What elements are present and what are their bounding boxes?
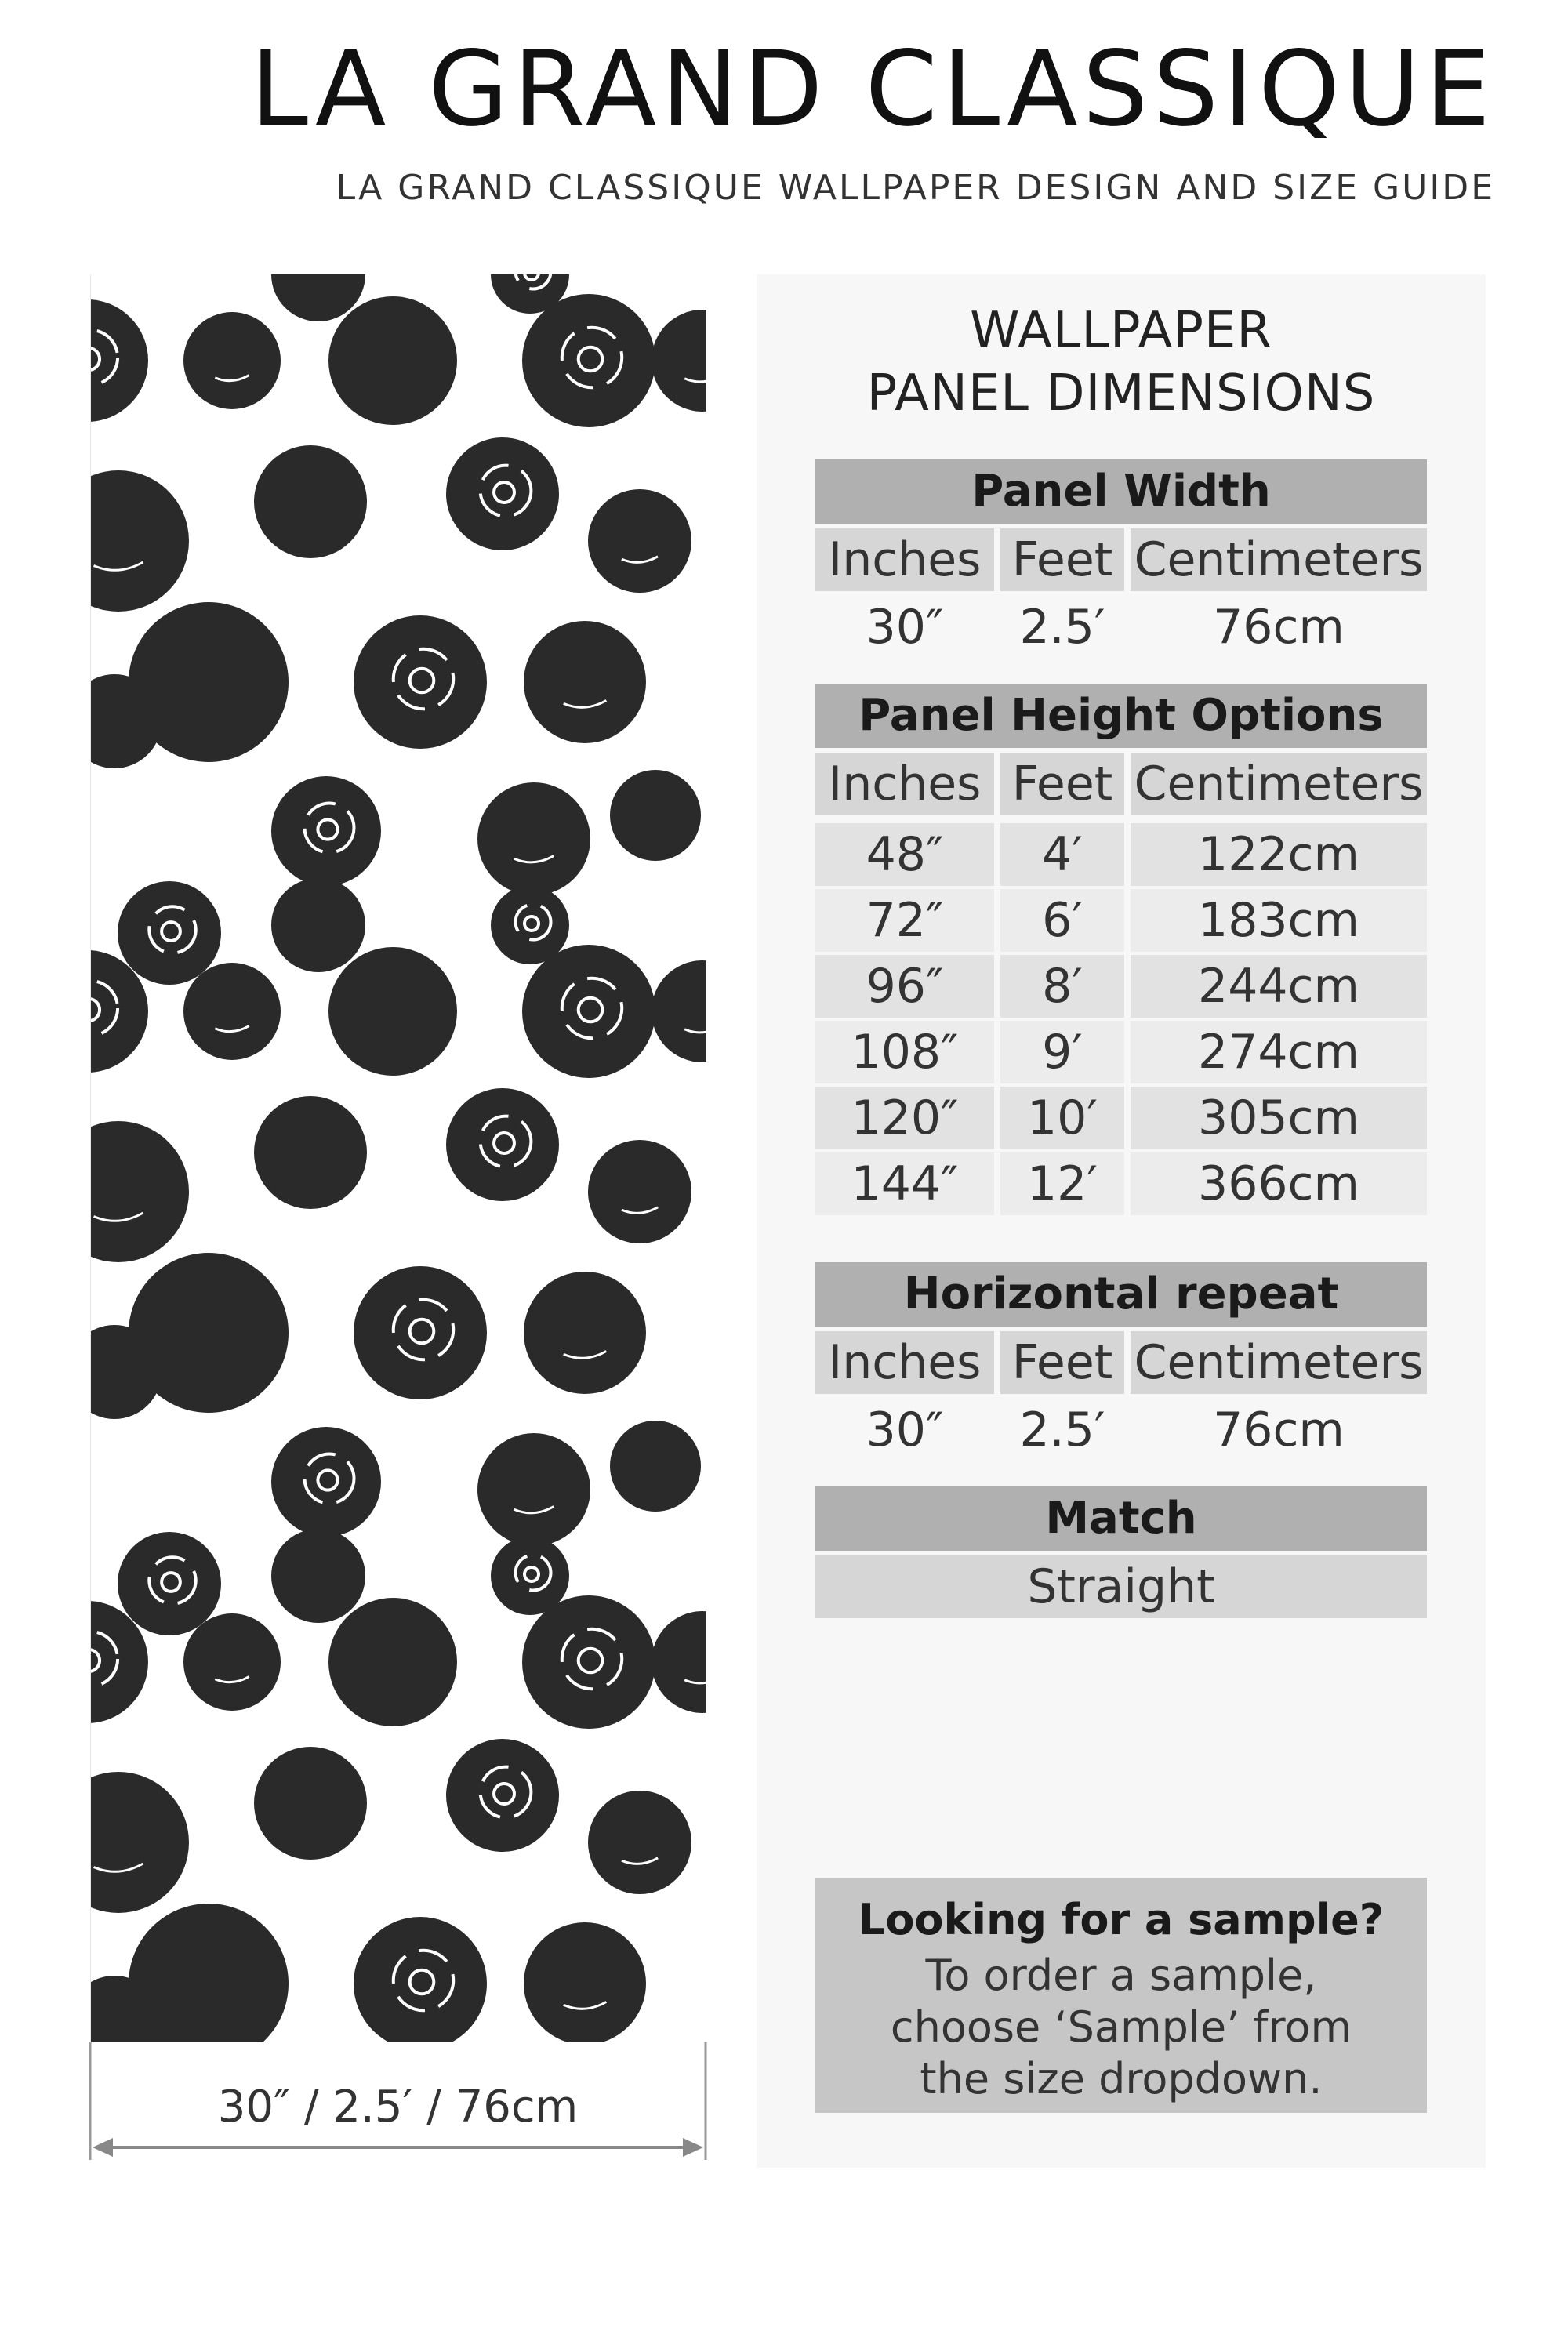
match-value: Straight xyxy=(815,1555,1427,1618)
ink-circle xyxy=(91,1772,189,1913)
match-heading: Match xyxy=(815,1486,1427,1551)
column-header-feet: Feet xyxy=(1000,528,1124,591)
height-centimeters: 183cm xyxy=(1131,889,1427,952)
table-row xyxy=(815,596,1427,659)
table-row xyxy=(815,889,1427,952)
ink-circle xyxy=(477,782,590,895)
ink-circle xyxy=(522,945,655,1078)
repeat-inches: 30″ xyxy=(866,1403,944,1457)
column-header-centimeters: Centimeters xyxy=(1131,1331,1427,1394)
height-centimeters: 366cm xyxy=(1131,1152,1427,1215)
ink-circle xyxy=(254,1747,367,1860)
column-header-inches: Inches xyxy=(815,1331,994,1394)
ink-circle xyxy=(254,445,367,558)
table-row xyxy=(815,823,1427,886)
black-ink-circles-icon xyxy=(91,274,706,2042)
height-feet: 6′ xyxy=(1000,889,1124,952)
height-feet: 10′ xyxy=(1000,1087,1124,1149)
ink-circle xyxy=(610,1421,701,1512)
ink-circle xyxy=(588,1140,691,1243)
repeat-feet: 2.5′ xyxy=(1019,1403,1105,1457)
ink-circle xyxy=(491,886,569,964)
column-header-centimeters: Centimeters xyxy=(1131,528,1427,591)
table-row xyxy=(815,1399,1427,1461)
panel-width-feet: 2.5′ xyxy=(1019,600,1105,655)
height-feet: 8′ xyxy=(1000,955,1124,1018)
column-header-feet: Feet xyxy=(1000,753,1124,815)
ink-circle xyxy=(183,312,281,409)
table-row xyxy=(815,1021,1427,1083)
ink-circle xyxy=(652,1611,706,1713)
panel-title-line-2: PANEL DIMENSIONS xyxy=(866,365,1376,423)
ink-circle xyxy=(524,621,646,743)
height-inches: 72″ xyxy=(815,889,994,952)
table-column-header-row xyxy=(815,528,1427,591)
table-row xyxy=(815,955,1427,1018)
ink-circle xyxy=(183,963,281,1060)
dimensions-panel xyxy=(757,274,1486,2168)
height-feet: 9′ xyxy=(1000,1021,1124,1083)
ink-circle xyxy=(652,310,706,412)
panel-width-inches: 30″ xyxy=(866,600,944,655)
height-feet: 4′ xyxy=(1000,823,1124,886)
repeat-centimeters: 76cm xyxy=(1213,1403,1345,1457)
ink-circle xyxy=(354,1266,487,1399)
ink-circle xyxy=(118,1532,221,1635)
ink-circle xyxy=(610,770,701,861)
height-centimeters: 244cm xyxy=(1131,955,1427,1018)
height-inches: 144″ xyxy=(815,1152,994,1215)
ink-circle xyxy=(522,1595,655,1729)
brand-subtitle: LA GRAND CLASSIQUE WALLPAPER DESIGN AND SIZE GUIDE xyxy=(336,168,1495,208)
ink-circle xyxy=(271,776,381,886)
ink-circle xyxy=(271,878,365,972)
ink-circle xyxy=(91,470,189,612)
ink-circle xyxy=(328,296,457,425)
wallpaper-preview xyxy=(90,274,706,2042)
ink-circle xyxy=(446,1088,559,1201)
height-inches: 108″ xyxy=(815,1021,994,1083)
column-header-inches: Inches xyxy=(815,528,994,591)
column-header-centimeters: Centimeters xyxy=(1131,753,1427,815)
panel-title-line-1: WALLPAPER xyxy=(970,302,1272,360)
width-dimension-label: 30″ / 2.5′ / 76cm xyxy=(217,2082,579,2132)
height-centimeters: 274cm xyxy=(1131,1021,1427,1083)
table-column-header-row xyxy=(815,753,1427,815)
brand-title: LA GRAND CLASSIQUE xyxy=(250,29,1495,150)
ink-circle xyxy=(271,1529,365,1623)
ink-circle xyxy=(588,489,691,593)
ink-circle xyxy=(354,1917,487,2042)
ink-circle xyxy=(183,1613,281,1711)
horizontal-repeat-heading: Horizontal repeat xyxy=(815,1262,1427,1327)
height-inches: 120″ xyxy=(815,1087,994,1149)
ink-circle xyxy=(522,294,655,427)
height-centimeters: 305cm xyxy=(1131,1087,1427,1149)
height-centimeters: 122cm xyxy=(1131,823,1427,886)
column-header-inches: Inches xyxy=(815,753,994,815)
column-header-feet: Feet xyxy=(1000,1331,1124,1394)
ink-circle xyxy=(477,1433,590,1546)
ink-circle xyxy=(524,1922,646,2042)
ink-circle xyxy=(524,1272,646,1394)
ink-circle xyxy=(354,615,487,749)
ink-circle xyxy=(588,1791,691,1894)
ink-circle xyxy=(652,960,706,1062)
ink-circle xyxy=(328,1598,457,1726)
ink-circle xyxy=(446,437,559,550)
table-row xyxy=(815,1087,1427,1149)
ink-circle xyxy=(254,1096,367,1209)
ink-circle xyxy=(328,947,457,1076)
ink-circle xyxy=(118,881,221,985)
sample-title: Looking for a sample? xyxy=(858,1895,1385,1944)
panel-height-heading: Panel Height Options xyxy=(815,684,1427,748)
ink-circle xyxy=(271,1427,381,1537)
panel-width-centimeters: 76cm xyxy=(1213,600,1345,655)
sample-instructions: To order a sample, choose ‘Sample’ from the size dropdown. xyxy=(890,1951,1352,2103)
table-row xyxy=(815,1152,1427,1215)
height-inches: 48″ xyxy=(815,823,994,886)
height-feet: 12′ xyxy=(1000,1152,1124,1215)
sample-info-box xyxy=(815,1878,1427,2113)
height-inches: 96″ xyxy=(815,955,994,1018)
table-column-header-row xyxy=(815,1331,1427,1394)
ink-circle xyxy=(446,1739,559,1852)
ink-circle xyxy=(491,1537,569,1615)
panel-width-heading: Panel Width xyxy=(815,459,1427,524)
ink-circle xyxy=(91,1121,189,1262)
